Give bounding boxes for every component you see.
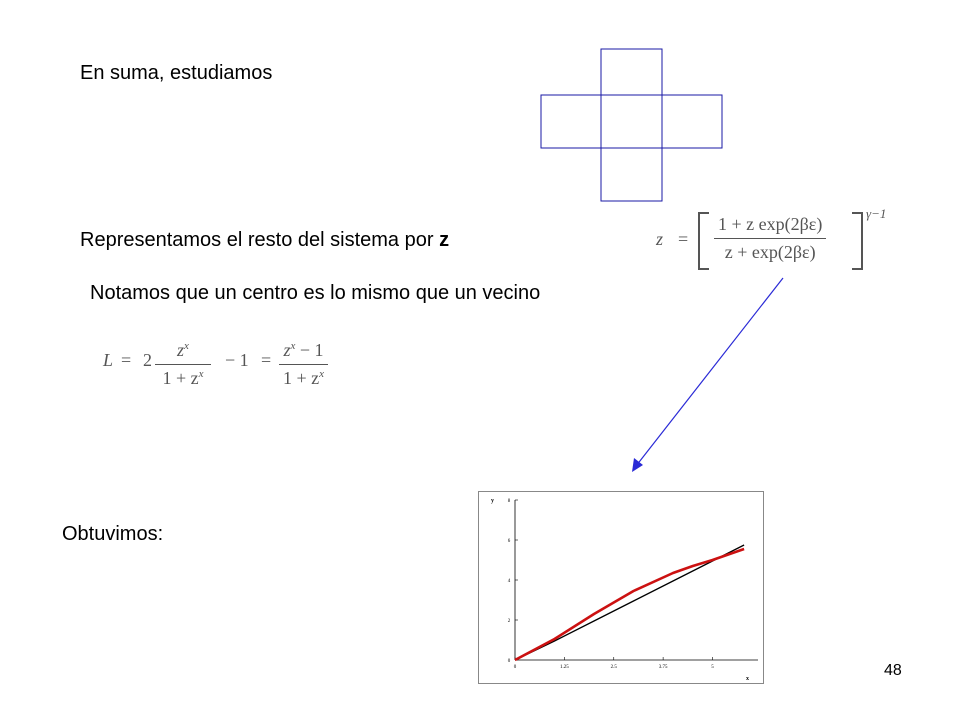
cross-middle-row — [541, 95, 722, 148]
eq-z-left-bracket — [698, 212, 709, 270]
arrow-line — [636, 278, 783, 466]
cross-top-square — [601, 49, 662, 95]
eq-L-frac1-num — [155, 340, 211, 365]
x-tick-label: 2.5 — [610, 665, 617, 670]
x-tick-label: 3.75 — [658, 665, 668, 670]
eq-L-frac2-num-exp: x — [290, 340, 296, 352]
eq-L-frac2-den-base: 1 + z — [283, 368, 320, 388]
y-tick-label: 2 — [507, 619, 511, 624]
eq-L-frac1-den-exp: x — [198, 368, 204, 380]
eq-L-minus-one: − 1 — [225, 350, 249, 370]
eq-L-frac1-den-base: 1 + z — [162, 368, 199, 388]
eq-z-denominator: z + exp(2βε) — [724, 242, 816, 262]
eq-L-frac2-den — [279, 365, 328, 389]
eq-L-lhs: L — [103, 350, 114, 370]
x-axis-label: x — [746, 676, 749, 682]
cross-bottom-square — [601, 148, 662, 201]
page-number: 48 — [884, 662, 902, 679]
result-plot — [478, 491, 764, 684]
eq-L-equals-2: = — [261, 350, 272, 370]
representation-text-main: Representamos el resto del sistema por — [80, 229, 440, 251]
eq-L-frac1-num-base: z — [177, 340, 185, 360]
eq-z-lhs: z — [656, 229, 664, 249]
eq-z-equals: = — [678, 229, 689, 249]
eq-z-right-bracket — [852, 212, 863, 270]
x-tick-label: 5 — [711, 665, 714, 670]
obtained-text: Obtuvimos: — [62, 523, 164, 545]
y-tick-label: 6 — [507, 539, 511, 544]
plot-svg — [479, 492, 763, 683]
eq-L-fraction-2 — [279, 340, 328, 389]
eq-L-frac1-num-exp: x — [184, 340, 189, 352]
eq-z-exponent: γ−1 — [866, 206, 887, 221]
x-tick-label: 1.25 — [560, 665, 569, 670]
eq-z-numerator: 1 + z exp(2βε) — [714, 214, 826, 239]
x-tick-label: 0 — [513, 665, 517, 670]
center-neighbor-text: Notamos que un centro es lo mismo que un vecino — [90, 282, 541, 304]
eq-L-frac2-den-exp: x — [319, 368, 325, 380]
y-axis-label: y — [491, 498, 494, 504]
y-tick-label: 4 — [507, 579, 511, 584]
y-tick-label: 0 — [507, 659, 511, 664]
intro-text: En suma, estudiamos — [80, 62, 273, 84]
eq-L-frac2-num-tail: − 1 — [295, 340, 324, 360]
eq-z-fraction — [714, 214, 826, 263]
representation-text-bold: z — [439, 229, 450, 251]
eq-L-frac2-num-base: z — [283, 340, 291, 360]
eq-L-coef: 2 — [143, 350, 152, 370]
eq-L-fraction-1 — [155, 340, 211, 389]
eq-L-frac1-den — [158, 365, 207, 389]
eq-L-frac2-num — [279, 340, 327, 365]
representation-text — [80, 229, 449, 252]
y-tick-label: 8 — [507, 499, 511, 504]
eq-L-equals: = — [121, 350, 132, 370]
